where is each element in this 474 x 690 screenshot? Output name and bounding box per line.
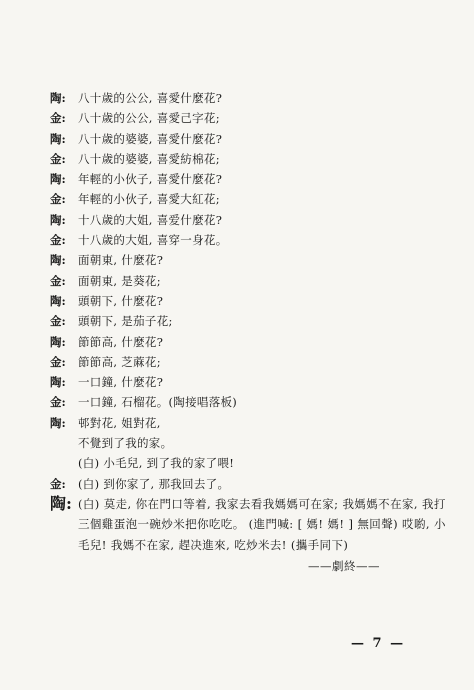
dialogue-text: 八十歲的婆婆, 喜愛什麼花? bbox=[78, 131, 223, 146]
dialogue-line bbox=[50, 291, 450, 311]
dialogue-line bbox=[50, 88, 450, 108]
dialogue-line bbox=[50, 372, 450, 392]
dialogue-text: 面朝東, 是葵花; bbox=[78, 273, 161, 288]
dialogue-text: 節節高, 什麼花? bbox=[78, 334, 164, 349]
dialogue-text: 年輕的小伙子, 喜愛大紅花; bbox=[78, 192, 220, 207]
dialogue-text: 八十歲的婆婆, 喜愛紡棉花; bbox=[78, 151, 220, 166]
speaker-label: 金: bbox=[50, 476, 66, 491]
speaker-label: 陶: bbox=[50, 253, 66, 268]
dialogue-line bbox=[50, 392, 450, 412]
dialogue-text: 八十歲的公公, 喜愛己字花; bbox=[78, 111, 220, 126]
dialogue-text: 一口鐘, 什麼花? bbox=[78, 375, 164, 390]
dialogue-line bbox=[50, 189, 450, 209]
dialogue-line bbox=[50, 169, 450, 189]
dialogue-text: 不覺到了我的家。 bbox=[78, 436, 173, 451]
speaker-label: 陶: bbox=[50, 493, 72, 513]
speaker-label: 陶: bbox=[50, 91, 66, 105]
dialogue-line bbox=[50, 474, 450, 494]
dialogue-text: 頭朝下, 什麼花? bbox=[78, 293, 164, 308]
speaker-label: 陶: bbox=[50, 415, 66, 430]
speaker-label: 金: bbox=[50, 192, 66, 207]
speaker-label: 金: bbox=[50, 395, 66, 410]
speaker-label: 陶: bbox=[50, 293, 66, 308]
page-number: — 7 — bbox=[351, 636, 406, 651]
dialogue-line bbox=[50, 129, 450, 149]
dialogue-block bbox=[50, 88, 450, 555]
dialogue-line bbox=[50, 352, 450, 372]
dialogue-text: (白) 小毛兒, 到了我的家了喂! bbox=[78, 456, 235, 471]
dialogue-text: 八十歲的公公, 喜愛什麼花? bbox=[78, 91, 223, 105]
dialogue-text: 節節高, 芝蔴花; bbox=[78, 354, 161, 369]
dialogue-text: (白) 到你家了, 那我回去了。 bbox=[78, 476, 230, 491]
final-dialogue bbox=[50, 494, 450, 555]
speaker-label: 陶: bbox=[50, 334, 66, 349]
speaker-label: 陶: bbox=[50, 172, 66, 187]
speaker-label: 陶: bbox=[50, 212, 66, 227]
dialogue-line bbox=[50, 453, 450, 473]
dialogue-line bbox=[50, 413, 450, 433]
dialogue-line bbox=[50, 108, 450, 128]
dialogue-text: 十八歲的大姐, 喜爱什麼花? bbox=[78, 212, 223, 227]
speaker-label: 金: bbox=[50, 233, 66, 248]
dialogue-line bbox=[50, 433, 450, 453]
dialogue-paragraph: (白) 莫走, 你在門口等着, 我家去看我媽媽可在家; 我媽媽不在家, 我打三個雞蛋泡一碗炒米把你吃吃。 (進門喊: [ 媽! 媽! ] 無回聲) 哎喲, 小毛兒! 我媽不在家, 趕决進來, 吃炒米去! (攜手同下) bbox=[78, 496, 446, 552]
speaker-label: 陶: bbox=[50, 131, 66, 146]
speaker-label: 金: bbox=[50, 354, 66, 369]
dialogue-text: 十八歲的大姐, 喜穿一身花。 bbox=[78, 233, 228, 248]
speaker-label: 金: bbox=[50, 314, 66, 329]
dialogue-line bbox=[50, 250, 450, 270]
dialogue-line bbox=[50, 271, 450, 291]
dialogue-text: 年輕的小伙子, 喜愛什麼花? bbox=[78, 172, 223, 187]
dialogue-line bbox=[50, 210, 450, 230]
speaker-label: 金: bbox=[50, 151, 66, 166]
end-mark: ——劇終—— bbox=[308, 559, 380, 573]
dialogue-text: 一口鐘, 石榴花。(陶接唱落板) bbox=[78, 395, 238, 410]
dialogue-text: 面朝東, 什麼花? bbox=[78, 253, 164, 268]
speaker-label: 金: bbox=[50, 273, 66, 288]
dialogue-line bbox=[50, 332, 450, 352]
dialogue-line bbox=[50, 230, 450, 250]
speaker-label: 陶: bbox=[50, 375, 66, 390]
dialogue-line bbox=[50, 311, 450, 331]
dialogue-text: 邨對花, 姐對花, bbox=[78, 415, 161, 430]
speaker-label: 金: bbox=[50, 111, 66, 126]
dialogue-text: 頭朝下, 是茄子花; bbox=[78, 314, 173, 329]
dialogue-line bbox=[50, 149, 450, 169]
